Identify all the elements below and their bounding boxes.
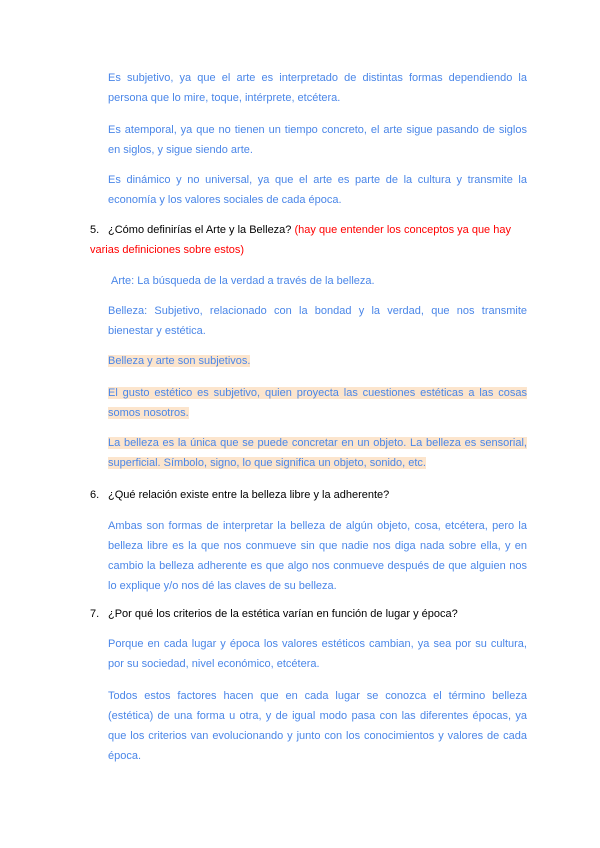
question-7 <box>90 604 527 624</box>
highlighted-answer <box>108 383 527 423</box>
answer-paragraph: Es dinámico y no universal, ya que el arte es parte de la cultura y transmite la economía y los valores sociales de cada época. <box>108 174 527 206</box>
question-6 <box>90 485 527 505</box>
answer-paragraph: Porque en cada lugar y época los valores estéticos cambian, ya sea por su cultura, por su sociedad, nivel económico, etcétera. <box>108 638 527 670</box>
question-text: ¿Qué relación existe entre la belleza libre y la adherente? <box>108 489 390 501</box>
highlighted-text: La belleza es la única que se puede concretar en un objeto. La belleza es sensorial, superficial. Símbolo, signo, lo que significa un objeto, sonido, etc. <box>108 437 527 469</box>
highlighted-answer <box>108 351 527 371</box>
answer-paragraph: Es atemporal, ya que no tienen un tiempo concreto, el arte sigue pasando de siglos en siglos, y sigue siendo arte. <box>108 124 527 156</box>
highlighted-answer <box>108 433 527 473</box>
highlighted-text: El gusto estético es subjetivo, quien proyecta las cuestiones estéticas a las cosas somos nosotros. <box>108 387 527 419</box>
highlighted-text: Belleza y arte son subjetivos. <box>108 355 251 367</box>
question-number: 6. <box>90 489 100 501</box>
answer-paragraph: Todos estos factores hacen que en cada lugar se conozca el término belleza (estética) de una forma u otra, y de igual modo pasa con las diferentes épocas, ya que los criterios van evolucionando y junto con los conocimientos y valores de cada época. <box>108 690 527 762</box>
answer-paragraph: Es subjetivo, ya que el arte es interpretado de distintas formas dependiendo la persona que lo mire, toque, intérprete, etcétera. <box>108 72 527 104</box>
question-text: ¿Por qué los criterios de la estética varían en función de lugar y época? <box>108 608 458 620</box>
question-5 <box>90 220 527 260</box>
question-note: (hay que entender los conceptos ya que hay varias definiciones sobre estos) <box>90 224 511 256</box>
question-number: 5. <box>90 224 100 236</box>
question-number: 7. <box>90 608 100 620</box>
answer-paragraph: Belleza: Subjetivo, relacionado con la bondad y la verdad, que nos transmite bienestar y estética. <box>108 305 527 337</box>
question-text: ¿Cómo definirías el Arte y la Belleza? <box>108 224 292 236</box>
answer-paragraph: Ambas son formas de interpretar la belleza de algún objeto, cosa, etcétera, pero la belleza libre es la que nos conmueve sin que nadie nos diga nada sobre ella, y en cambio la belleza adherente es que algo nos conmueve después de que alguien nos lo explique y/o nos dé las claves de su belleza. <box>108 520 527 592</box>
answer-paragraph: Arte: La búsqueda de la verdad a través de la belleza. <box>111 275 375 287</box>
